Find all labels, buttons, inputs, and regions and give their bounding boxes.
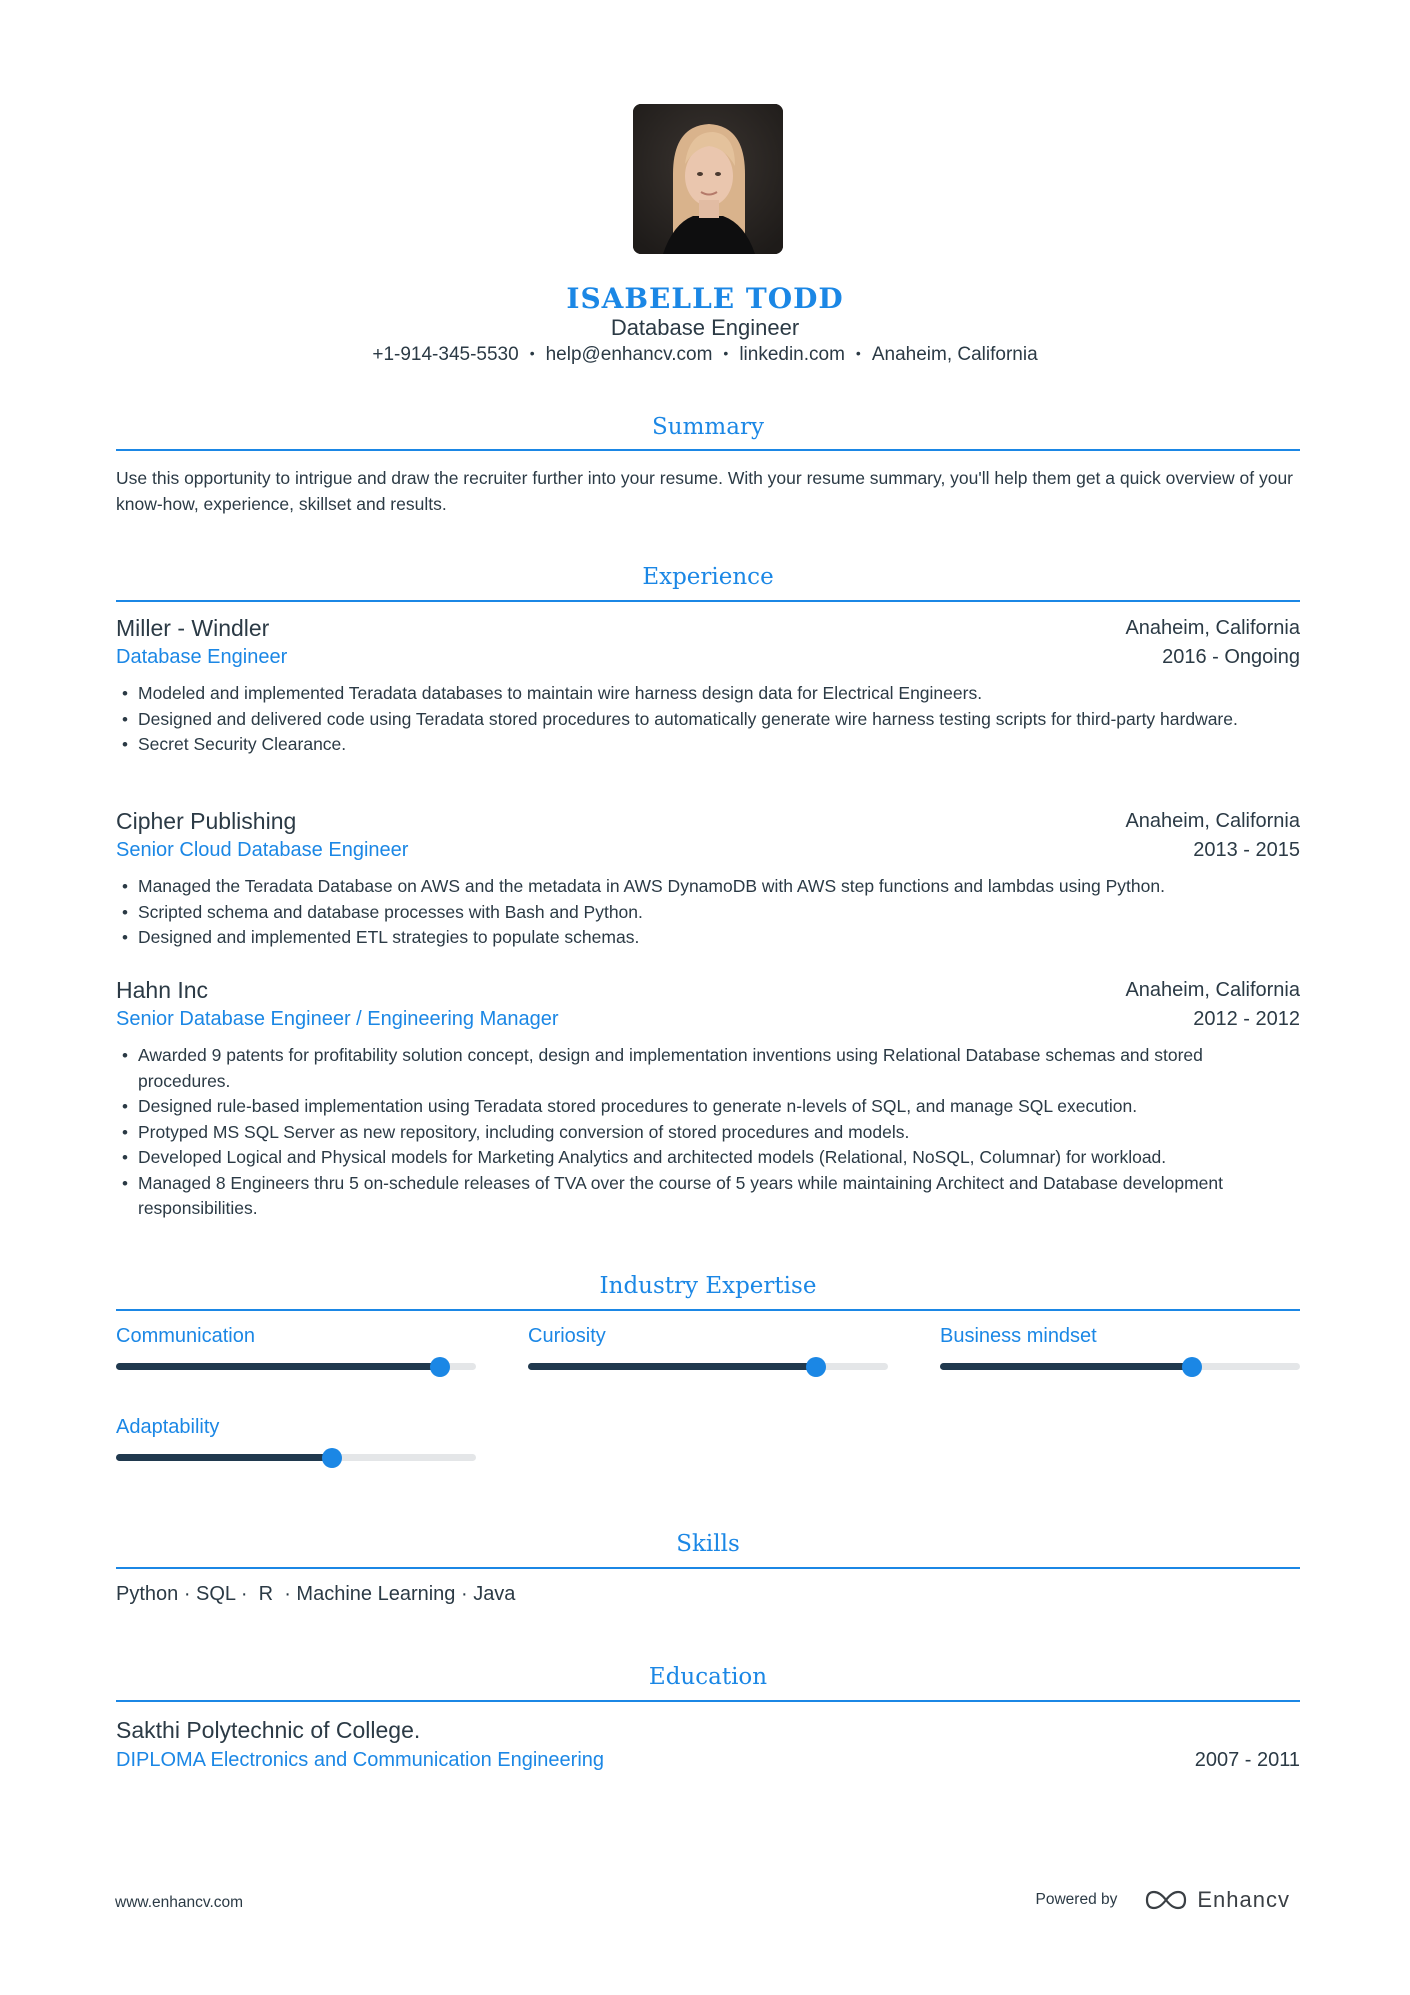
bullet-item: • Managed 8 Engineers thru 5 on-schedule releases of TVA over the course of 5 years while maintaining Architect and Database development responsibilities. — [116, 1171, 1300, 1222]
section-title-expertise: Industry Expertise — [599, 1273, 817, 1299]
section-title-skills: Skills — [676, 1531, 740, 1557]
bullet-item: • Designed rule-based implementation using Teradata stored procedures to generate n-levels of SQL, and manage SQL execution. — [116, 1094, 1300, 1120]
infinity-icon — [1143, 1888, 1189, 1912]
powered-by-label: Powered by — [1035, 1891, 1118, 1908]
job-location: Anaheim, California — [1125, 810, 1300, 832]
bullet-item: • Developed Logical and Physical models for Marketing Analytics and architected models (Relational, NoSQL, Columnar) for workload. — [116, 1145, 1300, 1171]
section-divider — [116, 1309, 1300, 1311]
company-name: Hahn Inc — [116, 977, 209, 1003]
expertise-item — [116, 1416, 476, 1446]
slider-fill — [940, 1363, 1192, 1370]
linkedin[interactable]: linkedin.com — [739, 344, 845, 365]
bullet-item: • Designed and delivered code using Teradata stored procedures to automatically generate wire harness testing scripts for third-party hardware. — [116, 707, 1300, 733]
profile-photo-image — [633, 104, 783, 254]
section-divider — [116, 600, 1300, 602]
profile-photo — [633, 104, 783, 254]
job-location: Anaheim, California — [1125, 979, 1300, 1001]
degree-name: DIPLOMA Electronics and Communication Engineering — [116, 1749, 605, 1771]
expertise-slider — [940, 1363, 1300, 1370]
expertise-label: Business mindset — [940, 1325, 1097, 1347]
section-divider — [116, 449, 1300, 451]
candidate-title: Database Engineer — [610, 315, 800, 340]
candidate-name: ISABELLE TODD — [566, 282, 844, 315]
bullet-item: • Awarded 9 patents for profitability solution concept, design and implementation inventions using Relational Database schemas and stored procedures. — [116, 1043, 1300, 1094]
expertise-slider — [116, 1363, 476, 1370]
expertise-item — [528, 1325, 888, 1355]
expertise-item — [116, 1325, 476, 1355]
phone[interactable]: +1-914-345-5530 — [372, 344, 519, 365]
job-position: Senior Cloud Database Engineer — [116, 839, 409, 861]
brand-name: Enhancv — [1197, 1887, 1290, 1912]
section-title-experience: Experience — [642, 564, 774, 590]
education-dates: 2007 - 2011 — [1194, 1749, 1300, 1771]
contact-separator: • — [529, 345, 535, 361]
contact-line — [0, 344, 1410, 366]
experience-entry — [116, 977, 1300, 1222]
slider-fill — [116, 1363, 440, 1370]
contact-separator: • — [855, 345, 861, 361]
job-bullets — [116, 1043, 1300, 1222]
job-position: Senior Database Engineer / Engineering Manager — [116, 1008, 559, 1030]
job-position: Database Engineer — [116, 646, 288, 668]
expertise-label: Communication — [116, 1325, 255, 1347]
slider-knob — [806, 1357, 826, 1377]
expertise-item — [940, 1325, 1300, 1355]
section-divider — [116, 1700, 1300, 1702]
slider-fill — [116, 1454, 332, 1461]
expertise-label: Adaptability — [116, 1416, 220, 1438]
section-divider — [116, 1567, 1300, 1569]
skills-list — [116, 1583, 515, 1606]
job-dates: 2013 - 2015 — [1193, 839, 1300, 861]
bullet-item: • Protyped MS SQL Server as new repository, including conversion of stored procedures and models. — [116, 1120, 1300, 1146]
location: Anaheim, California — [871, 344, 1038, 365]
slider-fill — [528, 1363, 816, 1370]
expertise-label: Curiosity — [528, 1325, 606, 1347]
slider-knob — [322, 1448, 342, 1468]
footer-website[interactable]: www.enhancv.com — [115, 1894, 244, 1911]
job-bullets — [116, 874, 1300, 951]
footer-branding — [1036, 1884, 1290, 1916]
expertise-slider — [116, 1454, 476, 1461]
bullet-item: • Modeled and implemented Teradata databases to maintain wire harness design data for Electrical Engineers. — [116, 681, 1300, 707]
section-title-education: Education — [648, 1664, 768, 1690]
expertise-slider — [528, 1363, 888, 1370]
job-location: Anaheim, California — [1125, 617, 1300, 639]
job-bullets — [116, 681, 1300, 758]
summary-text: Use this opportunity to intrigue and draw the recruiter further into your resume. With your resume summary, you'll help them get a quick overview of your know-how, experience, skillset and results. — [116, 468, 1294, 514]
experience-entry — [116, 808, 1300, 951]
bullet-item: • Scripted schema and database processes with Bash and Python. — [116, 900, 1300, 926]
job-dates: 2016 - Ongoing — [1162, 646, 1300, 668]
company-name: Cipher Publishing — [116, 808, 297, 834]
bullet-item: • Designed and implemented ETL strategies to populate schemas. — [116, 925, 1300, 951]
company-name: Miller - Windler — [116, 615, 270, 641]
email[interactable]: help@enhancv.com — [545, 344, 713, 365]
experience-entry — [116, 615, 1300, 758]
bullet-item: • Secret Security Clearance. — [116, 732, 1300, 758]
slider-knob — [430, 1357, 450, 1377]
school-name: Sakthi Polytechnic of College. — [116, 1717, 421, 1743]
job-dates: 2012 - 2012 — [1193, 1008, 1300, 1030]
skills-text: Python · SQL · R · Machine Learning · Java — [116, 1583, 516, 1605]
contact-separator: • — [723, 345, 729, 361]
bullet-item: • Managed the Teradata Database on AWS and the metadata in AWS DynamoDB with AWS step functions and lambdas using Python. — [116, 874, 1300, 900]
slider-knob — [1182, 1357, 1202, 1377]
section-title-summary: Summary — [652, 414, 764, 440]
enhancv-logo[interactable] — [1143, 1887, 1290, 1913]
